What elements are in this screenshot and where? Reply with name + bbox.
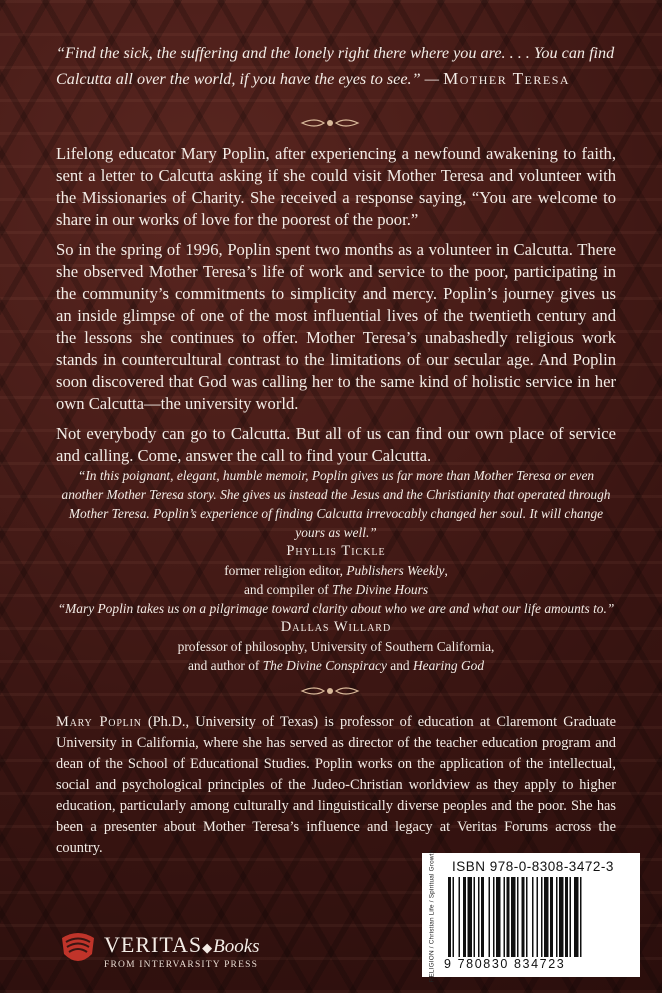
barcode-bar bbox=[522, 877, 525, 957]
barcode-bar bbox=[541, 877, 543, 957]
barcode-bar bbox=[478, 877, 480, 957]
barcode-bar bbox=[481, 877, 484, 957]
description-paragraph: Lifelong educator Mary Poplin, after experiencing a newfound awakening to faith, sent a letter to Calcutta asking if she could visit Mother Teresa and volunteer with the Missionaries of Charity. She received a response saying, “You are welcome to share in our works of love for the poorest of the poor.” bbox=[56, 144, 616, 229]
author-bio bbox=[56, 712, 616, 859]
top-quote bbox=[56, 40, 616, 92]
flourish-ornament-top bbox=[300, 116, 360, 130]
top-quote-text: “Find the sick, the suffering and the lonely right there where you are. . . . You can find Calcutta all over the world, if you have the eyes to see.” bbox=[56, 44, 615, 88]
book-description bbox=[56, 143, 616, 475]
barcode-bar bbox=[489, 877, 491, 957]
author-bio-text: (Ph.D., University of Texas) is professor of education at Claremont Graduate University in California, where she has served as director of the teacher education program and dean of the School of Educational Studies. Poplin works on the application of the intellectual, social and psychological principles of the Judeo-Christian worldview as they apply to higher education, particularly among culturally and linguistically diverse peoples and the poor. She has been a presenter about Mother Teresa’s influence and legacy at Veritas Forums across the country. bbox=[56, 714, 616, 856]
barcode-bar bbox=[448, 877, 451, 957]
endorsement-quote: “Mary Poplin takes us on a pilgrimage toward clarity about who we are and what our life amounts to.” bbox=[57, 601, 615, 616]
barcode-bar bbox=[507, 877, 510, 957]
author-name: Mary Poplin bbox=[56, 714, 142, 730]
publisher-logo bbox=[58, 928, 298, 978]
publisher-name: VERITAS◆Books bbox=[104, 932, 260, 957]
description-paragraph: Not everybody can go to Calcutta. But all of us can find our own place of service and calling. Come, answer the call to find your Calcutta. bbox=[56, 424, 616, 465]
endorser-name: Phyllis Tickle bbox=[286, 543, 386, 559]
barcode-bar bbox=[459, 877, 461, 957]
barcode-bar bbox=[574, 877, 579, 957]
endorser-role: and compiler of The Divine Hours bbox=[243, 582, 429, 597]
endorsement-willard bbox=[56, 599, 616, 675]
endorser-role: former religion editor, Publishers Weekly, bbox=[224, 563, 448, 578]
barcode-bar bbox=[580, 877, 582, 957]
publisher-subtitle: FROM INTERVARSITY PRESS bbox=[104, 960, 259, 970]
isbn-barcode-box bbox=[422, 849, 640, 983]
barcode-icon bbox=[448, 877, 634, 957]
barcode-bar bbox=[570, 877, 572, 957]
barcode-bar bbox=[463, 877, 466, 957]
top-quote-dash: — bbox=[420, 70, 444, 88]
barcode-bar bbox=[493, 877, 495, 957]
top-quote-attribution: Mother Teresa bbox=[443, 69, 571, 88]
barcode-bar bbox=[496, 877, 501, 957]
isbn-label: ISBN 978-0-8308-3472-3 bbox=[452, 859, 614, 874]
barcode-bar bbox=[565, 877, 568, 957]
barcode-bar bbox=[474, 877, 476, 957]
barcode-bar bbox=[504, 877, 506, 957]
barcode-bar bbox=[532, 877, 534, 957]
veritas-shield-icon bbox=[58, 928, 98, 972]
flourish-ornament-bottom bbox=[300, 684, 360, 698]
barcode-bar bbox=[468, 877, 473, 957]
barcode-bar bbox=[544, 877, 549, 957]
barcode-bar bbox=[550, 877, 553, 957]
barcode-bar bbox=[511, 877, 516, 957]
endorser-role: and author of The Divine Conspiracy and Hearing God bbox=[187, 658, 485, 673]
barcode-bar bbox=[453, 877, 455, 957]
barcode-digits: 9 780830 834723 bbox=[444, 957, 566, 971]
description-paragraph: So in the spring of 1996, Poplin spent two months as a volunteer in Calcutta. There she observed Mother Teresa’s life of work and service to the poor, participating in the community’s commitments to simplicity and mercy. Poplin’s journey gives us an inside glimpse of one of the most influential lives of the twentieth century and the lessons she continues to offer. Mother Teresa’s unabashedly religious work stands in countercultural contrast to the limitations of our secular age. And Poplin soon discovered that God was calling her to the same kind of holistic service in her own Calcutta—the university world. bbox=[56, 240, 616, 413]
barcode-bar bbox=[556, 877, 558, 957]
barcode-bar bbox=[526, 877, 528, 957]
barcode-bar bbox=[559, 877, 564, 957]
category-label: RELIGION / Christian Life / Spiritual Growth bbox=[428, 849, 436, 983]
endorsement-tickle bbox=[56, 466, 616, 599]
endorser-name: Dallas Willard bbox=[280, 619, 392, 635]
endorsement-quote: “In this poignant, elegant, humble memoir, Poplin gives us far more than Mother Teresa or even another Mother Teresa story. She gives us instead the Jesus and the Christianity that operated through Mother Teresa. Poplin’s experience of finding Calcutta irrevocably changed her soul. It will change yours as well.” bbox=[61, 468, 611, 540]
barcode-bar bbox=[517, 877, 519, 957]
endorser-role: professor of philosophy, University of Southern California, bbox=[177, 639, 495, 654]
barcode-bar bbox=[537, 877, 539, 957]
